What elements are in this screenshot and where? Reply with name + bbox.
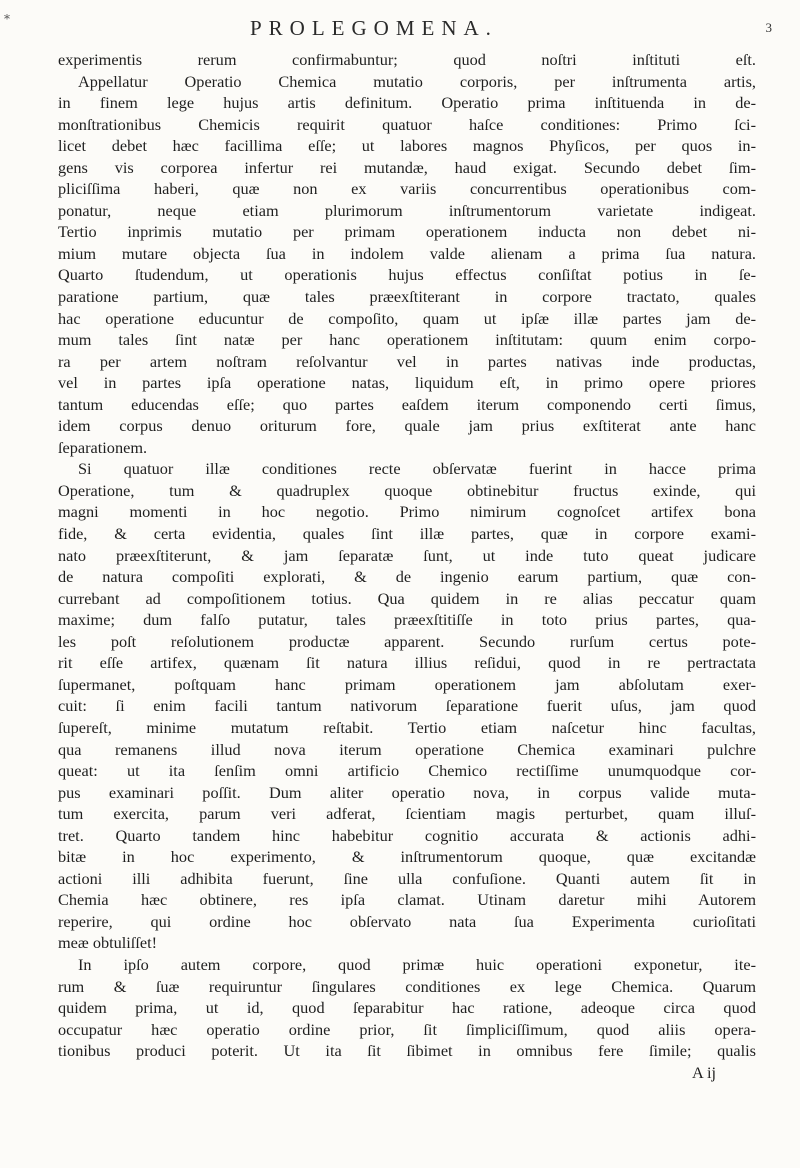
text-line: mum tales ſint natæ per hanc operationem inſtitutam: quum enim corpo- xyxy=(58,330,756,350)
text-line: occupatur hæc operatio ordine prior, ſit ſimpliciſſimum, quod aliis opera- xyxy=(58,1019,756,1039)
text-line: qua remanens illud nova iterum operatione Chemica examinari pulchre xyxy=(58,739,756,759)
text-line: rum & ſuæ requiruntur ſingulares conditiones ex lege Chemica. Quarum xyxy=(58,976,756,996)
text-line: quidem prima, ut id, quod ſeparabitur hac ratione, adeoque circa quod xyxy=(58,998,756,1018)
text-line: In ipſo autem corpore, quod primæ huic operationi exponetur, ite- xyxy=(78,954,756,974)
text-line: reperire, qui ordine hoc obſervato nata ſua Experimenta curioſitati xyxy=(58,911,756,931)
text-line: bitæ in hoc experimento, & inſtrumentorum quoque, quæ excitandæ xyxy=(58,847,756,867)
text-line: tionibus produci poterit. Ut ita ſit ſibimet in omnibus fere ſimile; qualis xyxy=(58,1041,756,1061)
text-line: actioni illi adhibita fuerunt, ſine ulla confuſione. Quanti autem ſit in xyxy=(58,868,756,888)
signature-mark: A ij xyxy=(692,1062,716,1082)
text-line: ponatur, neque etiam plurimorum inſtrumentorum varietate indigeat. xyxy=(58,200,756,220)
text-line: licet debet hæc facillima eſſe; ut labores magnos Phyſicos, per quos in- xyxy=(58,136,756,156)
text-line: fide, & certa evidentia, quales ſint illæ partes, quæ in corpore exami- xyxy=(58,524,756,544)
text-line: queat: ut ita ſenſim omni artificio Chemico rectiſſime unumquodque cor- xyxy=(58,761,756,781)
page-header xyxy=(50,16,772,42)
text-line: cuit: ſi enim facili tantum nativorum ſeparatione fuerit uſus, jam quod xyxy=(58,696,756,716)
text-line: ſupereſt, minime mutatum reſtabit. Tertio etiam naſcetur hinc facultas, xyxy=(58,717,756,737)
text-line: ſupermanet, poſtquam hanc primam operationem jam abſolutam exer- xyxy=(58,674,756,694)
text-line: Tertio inprimis mutatio per primam operationem inducta non debet ni- xyxy=(58,222,756,242)
text-line: de natura compoſiti explorati, & de ingenio earum partium, quæ con- xyxy=(58,567,756,587)
text-line: vel in partes ipſa operatione natas, liquidum eſt, in primo opere priores xyxy=(58,373,756,393)
text-line: meæ obtuliſſet! xyxy=(58,933,158,953)
text-line: idem corpus denuo oriturum fore, quale jam prius exſtiterat ante hanc xyxy=(58,416,756,436)
text-line: Si quatuor illæ conditiones recte obſervatæ fuerint in hacce prima xyxy=(78,459,756,479)
text-line: magni momenti in hoc negotio. Primo nimirum cognoſcet artifex bona xyxy=(58,502,756,522)
text-line: rit eſſe artifex, quænam ſit natura illius reſidui, quod in re pertractata xyxy=(58,653,756,673)
running-title: PROLEGOMENA. xyxy=(250,16,498,40)
text-line: Operatione, tum & quadruplex quoque obtinebitur fructus exinde, qui xyxy=(58,480,756,500)
text-line: maxime; dum falſo putatur, tales præexſtitiſſe in toto prius partes, qua- xyxy=(58,610,756,630)
text-line: tret. Quarto tandem hinc habebitur cognitio accurata & actionis adhi- xyxy=(58,825,756,845)
body-text xyxy=(58,49,756,1083)
text-line: pliciſſima haberi, quæ non ex variis concurrentibus operationibus com- xyxy=(58,179,756,199)
text-line: currebant ad compoſitionem totius. Qua quidem in re alias peccatur quam xyxy=(58,588,756,608)
text-line: ſeparationem. xyxy=(58,437,148,457)
text-line: les poſt reſolutionem productæ apparent. Secundo rurſum certus pote- xyxy=(58,631,756,651)
text-line: monſtrationibus Chemicis requirit quatuor haſce conditiones: Primo ſci- xyxy=(58,114,756,134)
text-line: tum exercita, parum veri adferat, ſcientiam magis perturbet, quam illuſ- xyxy=(58,804,756,824)
text-line: Quarto ſtudendum, ut operationis hujus effectus conſiſtat potius in ſe- xyxy=(58,265,756,285)
text-line: mium mutare objecta ſua in indolem valde alienam a prima ſua natura. xyxy=(58,243,756,263)
page-number: 3 xyxy=(765,20,772,35)
text-line: ra per artem noſtram reſolvantur vel in partes nativas inde productas, xyxy=(58,351,756,371)
text-line: hac operatione educuntur de compoſito, quam ut ipſæ illæ partes jam de- xyxy=(58,308,756,328)
text-line: in finem lege hujus artis definitum. Operatio prima inſtituenda in de- xyxy=(58,93,756,113)
text-line: Chemia hæc obtinere, res ipſa clamat. Utinam daretur mihi Autorem xyxy=(58,890,756,910)
text-line: paratione partium, quæ tales præexſtiterant in corpore tractato, quales xyxy=(58,287,756,307)
corner-mark: * xyxy=(4,12,10,26)
text-line: experimentis rerum confirmabuntur; quod noſtri inſtituti eſt. xyxy=(58,50,756,69)
text-line: nato præexſtiterunt, & jam ſeparatæ ſunt, ut inde tuto queat judicare xyxy=(58,545,756,565)
text-line: Appellatur Operatio Chemica mutatio corporis, per inſtrumenta artis, xyxy=(78,71,756,91)
text-line: pus examinari poſſit. Dum aliter operatio nova, in corpus valide muta- xyxy=(58,782,756,802)
text-line: gens vis corporea infertur rei mutandæ, haud exigat. Secundo debet ſim- xyxy=(58,157,756,177)
text-line: tantum educendas eſſe; quo partes eaſdem iterum componendo certi ſimus, xyxy=(58,394,756,414)
